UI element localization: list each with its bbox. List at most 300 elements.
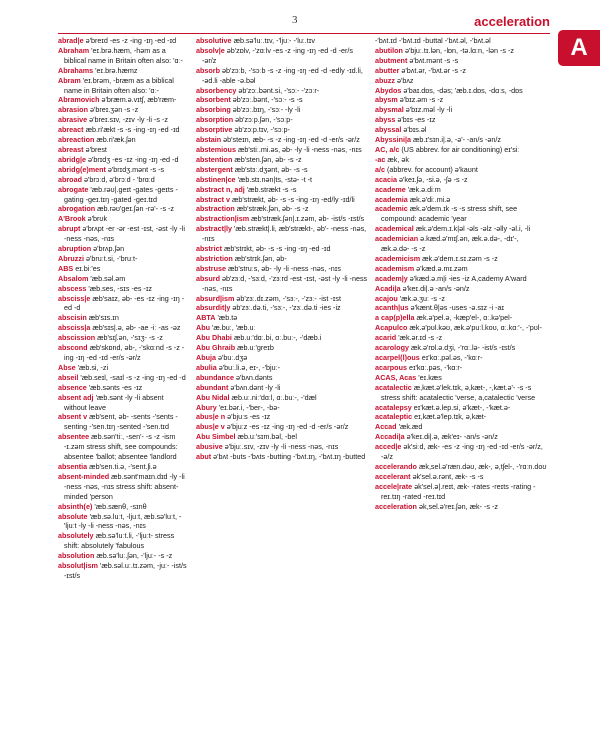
headword: Abydos bbox=[375, 85, 402, 95]
headword: abysm bbox=[375, 95, 398, 105]
headword: Abu Dhabi bbox=[196, 333, 232, 343]
headword: Abu Nidal bbox=[196, 392, 230, 402]
headword: abstemious bbox=[196, 144, 236, 154]
pronunciation: æb'stræk.ʃən, əb- -s -z bbox=[236, 204, 309, 214]
dictionary-entry bbox=[196, 353, 368, 363]
headword: abus|e n bbox=[196, 412, 226, 422]
headword: Acapulco bbox=[375, 323, 408, 333]
pronunciation: ə'brest bbox=[85, 144, 107, 154]
pronunciation: ə'bɪs.əl bbox=[403, 125, 427, 135]
dictionary-entry bbox=[58, 512, 188, 532]
headword: absolv|e bbox=[196, 45, 225, 55]
dictionary-entry bbox=[58, 224, 188, 244]
dictionary-entry bbox=[196, 175, 368, 185]
dictionary-entry bbox=[58, 36, 188, 46]
headword: Abramovich bbox=[58, 95, 100, 105]
pronunciation: æb'strɪk.ʃən, əb- bbox=[234, 253, 287, 263]
dictionary-entry bbox=[58, 214, 188, 224]
pronunciation: ə'bʌn.dənts bbox=[235, 372, 273, 382]
headword: abscess bbox=[58, 283, 87, 293]
pronunciation: 'æb.strækt|.li, æb'strækt-, əb'- -ness -nəs, -nɪs bbox=[202, 224, 367, 244]
pronunciation: ə'breɪ.sɪv, -zɪv -ly -li -s -z bbox=[89, 115, 168, 125]
pronunciation: əb'zɔːb, -'sɔːb -s -z -ing -ɪŋ -ed -d -edly -ɪd.li, -əd.li -able -ə.bəl bbox=[202, 65, 363, 85]
headword: academicism bbox=[375, 253, 421, 263]
headword: AC, a/c bbox=[375, 144, 400, 154]
pronunciation: əb'zɔː.bənt.si, -'sɔː- -'zɔːr- bbox=[238, 85, 320, 95]
headword: abstract|ly bbox=[196, 224, 232, 234]
headword: acceleration bbox=[375, 501, 417, 511]
pronunciation: ə'kæd.ə.mɪ.zəm bbox=[416, 263, 468, 273]
headword: abreaction bbox=[58, 135, 95, 145]
headword: abseil bbox=[58, 372, 79, 382]
headword: acarpel(l)ous bbox=[375, 353, 420, 362]
pronunciation: eɪ.biː'es bbox=[75, 263, 101, 273]
headword: abulia bbox=[196, 362, 217, 372]
pronunciation: 'æb.seɪl, -saɪl -s -z -ing -ɪŋ -ed -d bbox=[80, 372, 186, 382]
pronunciation: æb.uː.niː'dɑːl, ɑː.buː-, -'dæl bbox=[231, 392, 317, 402]
pronunciation: æb'sɪs|.ə, əb- -ae -iː -as -əz bbox=[92, 323, 181, 333]
pronunciation: ə'bjuː.tɪ.lən, -lɒn, -tə.lɑːn, -lən -s -z bbox=[404, 45, 514, 55]
pronunciation: ə'breɪd -es -z -ing -ɪŋ -ed -ɪd bbox=[85, 36, 177, 45]
pronunciation: əb'zɔː.bənt, -'sɔː- -s -s bbox=[232, 95, 303, 105]
dictionary-entry bbox=[375, 36, 547, 46]
headword: abscission bbox=[58, 333, 96, 343]
dictionary-entry bbox=[375, 502, 547, 512]
headword: academ|y bbox=[375, 273, 408, 283]
pronunciation: æ,kæt.ə'lek.tɪk, ə,kæt-, -,kæt.ə'- -s -s stress shift: acatalectic 'verse, a,catalectic 'verse bbox=[381, 382, 536, 402]
pronunciation: æb'saɪz, əb- -es -ɪz -ing -ɪŋ -ed -d bbox=[64, 293, 185, 313]
column-1 bbox=[58, 36, 188, 748]
dictionary-entry bbox=[375, 204, 547, 224]
dictionary-entry bbox=[196, 165, 368, 175]
headword: abysmal bbox=[375, 105, 404, 115]
dictionary-entry bbox=[58, 551, 188, 561]
dictionary-entry bbox=[58, 333, 188, 343]
headword: absciss|e bbox=[58, 293, 91, 303]
pronunciation: əb'zɜːd, -'sɜːd, -'zɜːrd -est -ɪst, -əst -ly -li -ness -nəs, -nɪs bbox=[202, 273, 368, 293]
dictionary-entry bbox=[196, 363, 368, 373]
dictionary-entry bbox=[375, 313, 547, 323]
dictionary-entry bbox=[58, 462, 188, 472]
pronunciation: ə'breɪ.ʒən -s -z bbox=[89, 105, 139, 115]
headword: abut bbox=[196, 452, 212, 462]
pronunciation: ə'bræm.ə.vɪtʃ, æb'ræm- bbox=[101, 95, 177, 105]
pronunciation: ə'brɪdʒ.mənt -s -s bbox=[107, 164, 165, 174]
headword: abutter bbox=[375, 65, 400, 75]
pronunciation: ə'brʌp.ʃən bbox=[93, 244, 125, 254]
pronunciation: æb.rəʊ'geɪ.ʃən -rə'- -s -z bbox=[97, 204, 175, 214]
headword: absolut|ism bbox=[58, 561, 98, 571]
headword: acarpous bbox=[375, 362, 407, 372]
headword: absence bbox=[58, 382, 87, 392]
dictionary-entry bbox=[196, 86, 368, 96]
headword: Abram bbox=[58, 75, 81, 85]
pronunciation: 'æ.buː, 'æb.uː bbox=[211, 323, 256, 333]
pronunciation: əb'zɜː.dɪ.zəm, -'sɜː-, -'zɜː- -ist -ɪst bbox=[236, 293, 341, 303]
pronunciation: 'æb.sænθ, -sɪnθ bbox=[94, 501, 147, 511]
dictionary-entry bbox=[196, 95, 368, 105]
pronunciation: əb'zɔːp.tɪv, -'sɔːp- bbox=[234, 125, 290, 135]
dictionary-entry bbox=[375, 224, 547, 234]
pronunciation: ə'buː.li.ə, eɪ-, -'bjuː- bbox=[218, 362, 281, 372]
pronunciation: æb'sent, əb- -sents -'sents -senting -'sen.tɪŋ -sented -'sen.tɪd bbox=[64, 412, 178, 432]
dictionary-entry bbox=[375, 383, 547, 403]
pronunciation: ə'bjuːs -es -ɪz bbox=[227, 412, 271, 422]
dictionary-entry bbox=[58, 393, 188, 413]
headword: abusive bbox=[196, 442, 223, 452]
headword: Abrahams bbox=[58, 65, 94, 75]
headword: Abraham bbox=[58, 45, 90, 55]
headword: abreast bbox=[58, 144, 84, 154]
dictionary-entry bbox=[58, 95, 188, 105]
pronunciation: ək'siːd, æk- -es -z -ing -ɪŋ -ed -ɪd -er/s -ər/z, -ə/z bbox=[381, 442, 543, 462]
pronunciation: ə'keɪ.ʃə, -si.ə, -ʃə -s -z bbox=[398, 174, 468, 184]
dictionary-entry bbox=[58, 46, 188, 66]
headword: absent v bbox=[58, 412, 88, 422]
dictionary-entry bbox=[375, 343, 547, 353]
headword: abridg(e)ment bbox=[58, 164, 106, 174]
pronunciation: ə'brʌpt -er -ər -est -ɪst, -əst -ly -li -ness -nəs, -nɪs bbox=[64, 224, 185, 244]
headword: abstruse bbox=[196, 263, 226, 273]
headword: abrad|e bbox=[58, 36, 84, 45]
headword: acatalepsy bbox=[375, 402, 412, 412]
dictionary-entry bbox=[375, 403, 547, 413]
dictionary-entry bbox=[375, 95, 547, 105]
headword: abyss bbox=[375, 115, 396, 125]
headword: acarology bbox=[375, 343, 409, 353]
dictionary-entry bbox=[196, 303, 368, 313]
headword: absorbing bbox=[196, 105, 231, 115]
pronunciation: ə'brɪdʒ -es -ɪz -ing -ɪŋ -ed -d bbox=[87, 154, 179, 164]
headword: abstain bbox=[196, 135, 222, 145]
dictionary-entry bbox=[375, 264, 547, 274]
dictionary-entry bbox=[196, 383, 368, 393]
headword: acarid bbox=[375, 333, 397, 343]
dictionary-entry bbox=[58, 373, 188, 383]
headword: abstract n, adj bbox=[196, 184, 245, 194]
headword: abundance bbox=[196, 372, 234, 382]
dictionary-entry bbox=[58, 254, 188, 264]
headword: a cap(p)ella bbox=[375, 313, 415, 323]
dictionary-entry bbox=[58, 323, 188, 333]
headword: ABS bbox=[58, 263, 74, 273]
dictionary-entry bbox=[375, 66, 547, 76]
pronunciation: 'eɪ.bər.i, -'ber-, -bə- bbox=[218, 402, 280, 412]
pronunciation: ək'sel.ə.rənt, æk- -s -s bbox=[412, 471, 484, 481]
pronunciation: 'æk.ə.diːm bbox=[407, 184, 441, 194]
pronunciation: 'æk.æd bbox=[398, 422, 423, 432]
headword: Abse bbox=[58, 362, 76, 372]
page-header bbox=[0, 14, 600, 32]
headword: acanth|us bbox=[375, 303, 409, 313]
headword: abrupt bbox=[58, 224, 81, 234]
headword: Absalom bbox=[58, 273, 89, 283]
dictionary-entry bbox=[196, 264, 368, 274]
pronunciation: 'eɪ.brə.hæm, -həm as a biblical name in Britain often also: 'ɑː- bbox=[64, 45, 183, 65]
pronunciation: ə'baɪ.dɒs, -dəs; 'æb.ɪ.dɒs, -dɑːs, -dɒs bbox=[403, 85, 523, 95]
headword: Abury bbox=[196, 402, 217, 412]
pronunciation: æb'stræk.ʃən|.ɪ.zəm, əb- -ist/s -ɪst/s bbox=[251, 214, 365, 224]
dictionary-entry bbox=[196, 313, 368, 323]
dictionary-entry bbox=[196, 254, 368, 264]
headword: academe bbox=[375, 184, 406, 194]
pronunciation: æk.ə'pel.ə, -kæp'el-, ɑː.kə'pel- bbox=[416, 313, 513, 323]
pronunciation: 'æb.stɪ.nən|ts, -stə- -t -t bbox=[237, 174, 313, 184]
headword: abundant bbox=[196, 382, 229, 392]
headword: academism bbox=[375, 263, 415, 273]
pronunciation: 'æk.ər.ɪd -s -z bbox=[398, 333, 443, 343]
dictionary-entry bbox=[375, 323, 547, 333]
dictionary-entry bbox=[196, 36, 368, 46]
dictionary-entry bbox=[375, 353, 547, 363]
dictionary-entry bbox=[58, 284, 188, 294]
dictionary-entry bbox=[375, 422, 547, 432]
headword: abruption bbox=[58, 244, 92, 254]
dictionary-entry bbox=[375, 185, 547, 195]
headword: abrasion bbox=[58, 105, 88, 115]
headword: abutilon bbox=[375, 45, 403, 55]
pronunciation: -'bʌt.ɪd -'bʌt.ɪd -buttal -'bʌt.əl, -'bʌt.əl bbox=[375, 36, 491, 45]
headword: abstention bbox=[196, 154, 233, 164]
pronunciation: ə'keɪ.di|.ə -an/s -ən/z bbox=[402, 283, 470, 293]
headword: academical bbox=[375, 224, 414, 234]
dictionary-entry bbox=[375, 472, 547, 482]
dictionary-entry bbox=[58, 185, 188, 205]
dictionary-entry bbox=[58, 125, 188, 135]
pronunciation: ə.kæd.ə'mɪʃ.ən, æk.ə.də-, -dɪ'-, æk.ə.də- -s -z bbox=[381, 234, 519, 254]
pronunciation: əb'zɜː.də.ti, -'sɜː-, -'zɜː.də.ti -ies -iz bbox=[232, 303, 341, 313]
pronunciation: æk.ə'dem.ɪ.sɪ.zəm -s -z bbox=[422, 253, 498, 263]
dictionary-entry bbox=[196, 373, 368, 383]
headword: Accadi|a bbox=[375, 432, 405, 442]
pronunciation: ə'bʌn.dənt -ly -li bbox=[230, 382, 281, 392]
dictionary-entry bbox=[375, 363, 547, 373]
pronunciation: æb'strɪkt, əb- -s -s -ing -ɪŋ -ed -ɪd bbox=[223, 244, 331, 254]
dictionary-entry bbox=[196, 105, 368, 115]
headword: Abu Ghraib bbox=[196, 343, 236, 353]
pronunciation: 'eɪ.kæs bbox=[418, 372, 442, 382]
headword: abuzz bbox=[375, 75, 395, 85]
headword: abstergent bbox=[196, 164, 233, 174]
dictionary-entry bbox=[196, 214, 368, 224]
page-number: 3 bbox=[292, 14, 298, 26]
headword: abreact bbox=[58, 125, 84, 135]
pronunciation: 'æb.ses, -sɪs -es -ɪz bbox=[88, 283, 152, 293]
pronunciation: ə'bʌt.ər, -'bʌt.ər -s -z bbox=[401, 65, 467, 75]
dictionary-entry bbox=[375, 105, 547, 115]
headword: -ac bbox=[375, 154, 386, 164]
dictionary-entry bbox=[196, 224, 368, 244]
dictionary-entry bbox=[375, 86, 547, 96]
dictionary-entry bbox=[375, 254, 547, 264]
headword: abstraction bbox=[196, 204, 235, 214]
pronunciation: æk, ək bbox=[387, 154, 409, 164]
dictionary-entry bbox=[196, 323, 368, 333]
headword: absurdit|y bbox=[196, 303, 231, 313]
pronunciation: æb'sen.ti.ə, -'sent.ʃi.ə bbox=[89, 461, 157, 471]
headword: Abu Simbel bbox=[196, 432, 236, 442]
headword: academia bbox=[375, 194, 408, 204]
pronunciation: eɪ'kɑː.pəl.əs, -'kɑːr- bbox=[421, 353, 483, 362]
dictionary-entry bbox=[196, 195, 368, 205]
dictionary-entry bbox=[375, 482, 547, 502]
dictionary-entry bbox=[58, 135, 188, 145]
pronunciation: æb'sten.ʃən, əb- -s -z bbox=[234, 154, 302, 164]
dictionary-entry bbox=[375, 165, 547, 175]
section-letter-tab: A bbox=[558, 30, 600, 66]
dictionary-entry bbox=[58, 155, 188, 165]
dictionary-entry bbox=[58, 472, 188, 502]
headword: abridg|e bbox=[58, 154, 86, 164]
pronunciation: æb'stɜː.dʒənt, əb- -s -s bbox=[234, 164, 308, 174]
pronunciation: ə'bruːt.si, -'bruːt- bbox=[85, 253, 138, 263]
headword: abstraction|ism bbox=[196, 214, 250, 224]
dictionary-entry bbox=[196, 185, 368, 195]
dictionary-entry bbox=[196, 333, 368, 343]
pronunciation: æb.ɪ'sɪn.i|.ə, -ə'- -an/s -ən/z bbox=[412, 135, 501, 145]
headword: abstract v bbox=[196, 194, 230, 204]
headword: absent-minded bbox=[58, 471, 110, 481]
dictionary-entry bbox=[196, 125, 368, 135]
headword: absinth(e) bbox=[58, 501, 93, 511]
dictionary-entry bbox=[375, 56, 547, 66]
dictionary-entry bbox=[58, 363, 188, 373]
dictionary-entry bbox=[196, 452, 368, 462]
headword: absorbent bbox=[196, 95, 231, 105]
dictionary-entry bbox=[58, 204, 188, 214]
pronunciation: 'æb.strækt -s -s bbox=[246, 184, 297, 194]
pronunciation: 'æb.rəʊ|.geɪt -gates -geɪts -gating -geɪ.tɪŋ -gated -geɪ.tɪd bbox=[64, 184, 178, 204]
pronunciation: æk.ə'rɒl.ə.dʒi, -'rɑː.lə- -ist/s -ɪst/s bbox=[410, 343, 516, 353]
dictionary-entry bbox=[375, 333, 547, 343]
dictionary-entry bbox=[196, 204, 368, 214]
headword: Abu bbox=[196, 323, 210, 333]
headword: Abruzzi bbox=[58, 253, 84, 263]
dictionary-entry bbox=[375, 145, 547, 155]
headword: absent adj bbox=[58, 392, 94, 402]
column-2 bbox=[196, 36, 368, 748]
pronunciation: əb'zɔːp.ʃən, -'sɔːp- bbox=[235, 115, 293, 125]
headword: abstinen|ce bbox=[196, 174, 236, 184]
headword: absolutive bbox=[196, 36, 232, 45]
pronunciation: æk.ə'dem.ɪ.k|əl -əls -əlz -əlly -əl.i, -li bbox=[415, 224, 531, 234]
dictionary-entry bbox=[58, 412, 188, 432]
pronunciation: 'eɪ.brəm, -bræm as a biblical name in Britain often also: 'ɑː- bbox=[64, 75, 174, 95]
pronunciation: ək'sel.ə|.reɪt, æk- -rates -reɪts -rating -reɪ.tɪŋ -rated -reɪ.tɪd bbox=[381, 481, 536, 501]
headword: Accad bbox=[375, 422, 397, 432]
dictionary-entry bbox=[196, 274, 368, 294]
dictionary-entry bbox=[196, 244, 368, 254]
dictionary-entry bbox=[196, 442, 368, 452]
headword: ACAS, Acas bbox=[375, 372, 417, 382]
pronunciation: æb.sənt'maɪn.dɪd -ly -li -ness -nəs, -nɪs stress shift: absent-minded 'person bbox=[64, 471, 185, 501]
dictionary-entry bbox=[196, 403, 368, 413]
pronunciation: ə'kæd.ə.m|i -ies -iz A,cademy A'ward bbox=[409, 273, 527, 283]
headword: absciss|a bbox=[58, 323, 91, 333]
dictionary-entry bbox=[58, 264, 188, 274]
pronunciation: əb'steɪn, æb- -s -z -ing -ɪŋ -ed -d -er/s -ər/z bbox=[223, 135, 360, 145]
headword: accelerant bbox=[375, 471, 411, 481]
pronunciation: ə'brʊk bbox=[87, 214, 108, 224]
pronunciation: ə'brɔːd, ə'brɔːd - 'brɑːd bbox=[83, 174, 155, 184]
headword: acced|e bbox=[375, 442, 402, 452]
dictionary-entry bbox=[196, 294, 368, 304]
dictionary-entry bbox=[58, 244, 188, 254]
pronunciation: æb.ri'ækt -s -s -ing -ɪŋ -ed -ɪd bbox=[85, 125, 180, 135]
column-3 bbox=[375, 36, 547, 748]
pronunciation: ə'bjuː.sɪv, -zɪv -ly -li -ness -nəs, -nɪs bbox=[224, 442, 339, 452]
headword: abrogate bbox=[58, 184, 89, 194]
headword: Abyssini|a bbox=[375, 135, 411, 145]
headword: abstriction bbox=[196, 253, 233, 263]
headword: absorb bbox=[196, 65, 220, 75]
dictionary-entry bbox=[196, 155, 368, 165]
headword: absurd bbox=[196, 273, 220, 283]
headword: absorption bbox=[196, 115, 234, 125]
headword: abutment bbox=[375, 55, 408, 65]
headword: absurd|ism bbox=[196, 293, 235, 303]
headword: A'Brook bbox=[58, 214, 86, 224]
dictionary-entry bbox=[196, 46, 368, 66]
dictionary-entry bbox=[196, 393, 368, 403]
dictionary-entry bbox=[58, 531, 188, 551]
pronunciation: æb'strækt, əb- -s -s -ing -ɪŋ -ed/ly -ɪd/li bbox=[231, 194, 355, 204]
pronunciation: 'æb.səl.uː.tɪ.zəm, -juː- -ist/s -ɪst/s bbox=[64, 561, 187, 580]
dictionary-entry bbox=[196, 145, 368, 155]
headword: acatalectic bbox=[375, 382, 412, 392]
headword: absorbency bbox=[196, 85, 237, 95]
dictionary-entry bbox=[375, 412, 547, 422]
dictionary-entry bbox=[375, 442, 547, 462]
dictionary-entry bbox=[58, 76, 188, 96]
pronunciation: æb'stiː.mi.əs, əb- -ly -li -ness -nəs, -nɪs bbox=[237, 144, 362, 154]
dictionary-entry bbox=[375, 125, 547, 135]
pronunciation: eɪ'kæt.ə.lep.si, ə'kæt-, -'kæt.ə- bbox=[413, 402, 511, 412]
dictionary-entry bbox=[58, 432, 188, 462]
dictionary-entry bbox=[375, 284, 547, 294]
dictionary-entry bbox=[196, 422, 368, 432]
guide-word: acceleration bbox=[474, 14, 550, 29]
pronunciation: ə'bʌt -buts -'bʌts -butting -'bʌt.ɪŋ, -'bʌt.ɪŋ -butted bbox=[213, 452, 366, 462]
dictionary-entry bbox=[375, 76, 547, 86]
dictionary-entry bbox=[58, 66, 188, 76]
pronunciation: æb.sə'luː.ʃən, -'ljuː- -s -z bbox=[96, 551, 173, 561]
headword: abscond bbox=[58, 343, 88, 353]
dictionary-entry bbox=[196, 432, 368, 442]
headword: absentia bbox=[58, 461, 88, 471]
dictionary-entry bbox=[375, 274, 547, 284]
dictionary-entry bbox=[375, 135, 547, 145]
dictionary-entry bbox=[375, 46, 547, 56]
pronunciation: ə'bɪs -es -ɪz bbox=[397, 115, 436, 125]
headword: abstrict bbox=[196, 244, 222, 254]
dictionary-entry bbox=[375, 155, 547, 165]
dictionary-entry bbox=[58, 145, 188, 155]
pronunciation: æb'sɪs.ɪn bbox=[88, 313, 119, 323]
headword: academician bbox=[375, 234, 419, 244]
headword: absolutely bbox=[58, 531, 94, 541]
pronunciation: ə'bjuːz -es -ɪz -ing -ɪŋ -ed -d -er/s -ər/z bbox=[226, 422, 349, 432]
pronunciation: (US abbrev. for air conditioning) eɪ'siː bbox=[401, 144, 520, 154]
dictionary-entry bbox=[58, 313, 188, 323]
dictionary-entry bbox=[375, 195, 547, 205]
headword: absentee bbox=[58, 432, 90, 442]
pronunciation: eɪ'kɑː.pəs, -'kɑːr- bbox=[408, 362, 463, 372]
dictionary-entry bbox=[58, 165, 188, 175]
dictionary-entry bbox=[58, 274, 188, 284]
pronunciation: ə'bɪz.əm -s -z bbox=[399, 95, 444, 105]
dictionary-entry bbox=[375, 115, 547, 125]
